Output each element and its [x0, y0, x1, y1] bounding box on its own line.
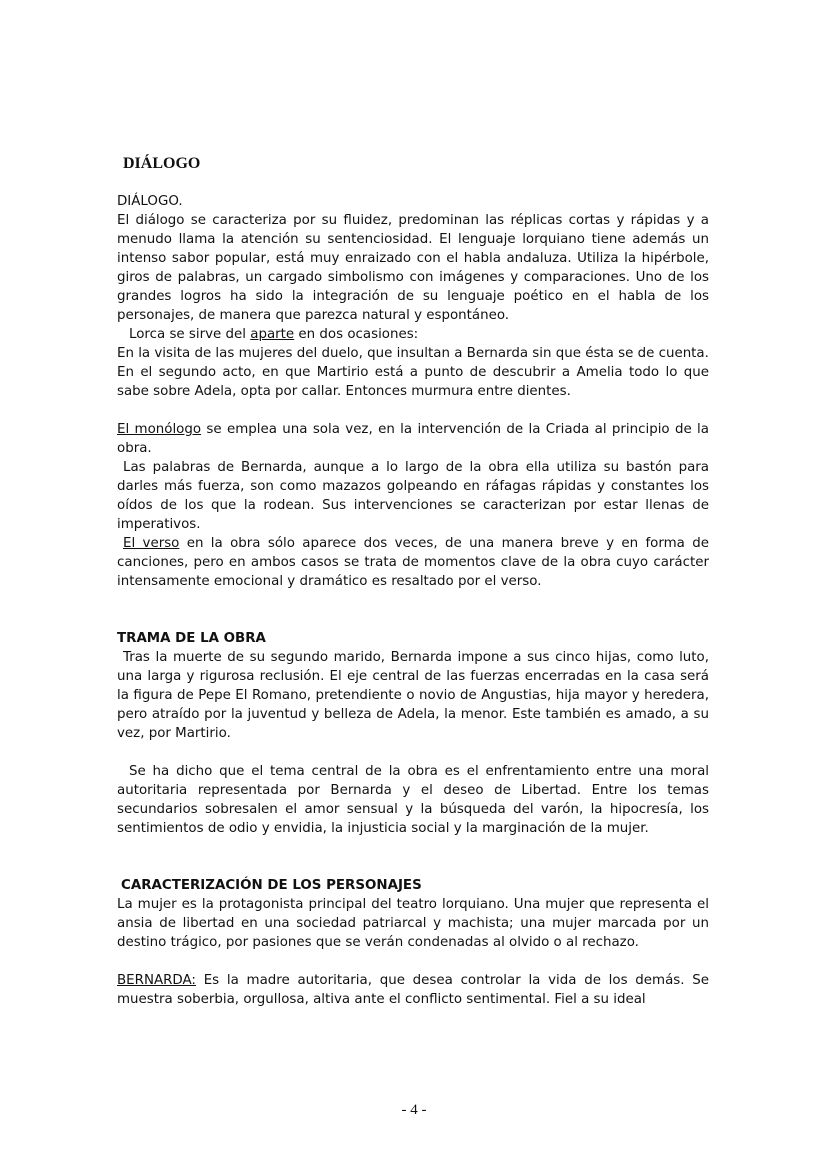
verso-term: El verso: [123, 536, 180, 551]
personajes-paragraph-1: La mujer es la protagonista principal del teatro lorquiano. Una mujer que representa el ansia de libertad en una sociedad patriarcal y machista; una mujer marcada por un destino trágico, por pasiones que se verán condenadas al olvido o al rechazo.: [117, 897, 709, 950]
bernarda-paragraph: [117, 971, 709, 1009]
monologo-text: se emplea una sola vez, en la intervención de la Criada al principio de la obra.: [117, 422, 709, 456]
monologo-term: El monólogo: [117, 422, 202, 437]
page-content: [117, 154, 709, 1009]
bernarda-term: BERNARDA:: [117, 973, 196, 988]
verso-paragraph: [117, 534, 709, 591]
verso-text: en la obra sólo aparece dos veces, de una manera breve y en forma de canciones, pero en ambos casos se trata de momentos clave de la obra cuyo carácter intensamente emocional y dramático es resaltado por el verso.: [117, 536, 709, 589]
dialogo-paragraph-6: Las palabras de Bernarda, aunque a lo largo de la obra ella utiliza su bastón para darles más fuerza, son como mazazos golpeando en ráfagas rápidas y constantes los oídos de los que la rodean. Sus intervenciones se caracterizan por estar llenas de imperativos.: [117, 460, 709, 532]
dialogo-paragraph-1: El diálogo se caracteriza por su fluidez, predominan las réplicas cortas y rápidas y a menudo llama la atención su sentenciosidad. El lenguaje lorquiano tiene además un intenso sabor popular, está muy enraizado con el habla andaluza. Utiliza la hipérbole, giros de palabras, un cargado simbolismo con imágenes y comparaciones. Uno de los grandes logros ha sido la integración de su lenguaje poético en el habla de los personajes, de manera que parezca natural y espontáneo.: [117, 213, 709, 323]
trama-paragraph-1: Tras la muerte de su segundo marido, Bernarda impone a sus cinco hijas, como luto, una larga y rigurosa reclusión. El eje central de las fuerzas encerradas en la casa será la figura de Pepe El Romano, pretendiente o novio de Angustias, hija mayor y heredera, pero atraído por la juventud y belleza de Adela, la menor. Este también es amado, a su vez, por Martirio.: [117, 650, 709, 741]
dialogo-paragraph-4: En el segundo acto, en que Martirio está a punto de descubrir a Amelia todo lo que sabe sobre Adela, opta por callar. Entonces murmura entre dientes.: [117, 365, 709, 399]
trama-paragraph-2: Se ha dicho que el tema central de la obra es el enfrentamiento entre una moral autoritaria representada por Bernarda y el deseo de Libertad. Entre los temas secundarios sobresalen el amor sensual y la búsqueda del varón, la hipocresía, los sentimientos de odio y envidia, la injusticia social y la marginación de la mujer.: [117, 764, 709, 836]
page-title: DIÁLOGO: [123, 155, 201, 172]
aparte-term: aparte: [250, 327, 295, 342]
dialogo-paragraph-3: En la visita de las mujeres del duelo, que insultan a Bernarda sin que ésta se de cuenta.: [117, 346, 709, 361]
monologo-paragraph: [117, 420, 709, 458]
personajes-heading: CARACTERIZACIÓN DE LOS PERSONAJES: [121, 878, 422, 893]
aparte-paragraph: [117, 325, 709, 344]
aparte-post: en dos ocasiones:: [294, 327, 419, 342]
dialogo-heading: DIÁLOGO.: [117, 194, 183, 209]
bernarda-text: Es la madre autoritaria, que desea controlar la vida de los demás. Se muestra soberbia, orgullosa, altiva ante el conflicto sentimental. Fiel a su ideal: [117, 973, 709, 1007]
page-number: - 4 -: [401, 1102, 427, 1118]
trama-heading: TRAMA DE LA OBRA: [117, 631, 266, 646]
aparte-pre: Lorca se sirve del: [129, 327, 251, 342]
